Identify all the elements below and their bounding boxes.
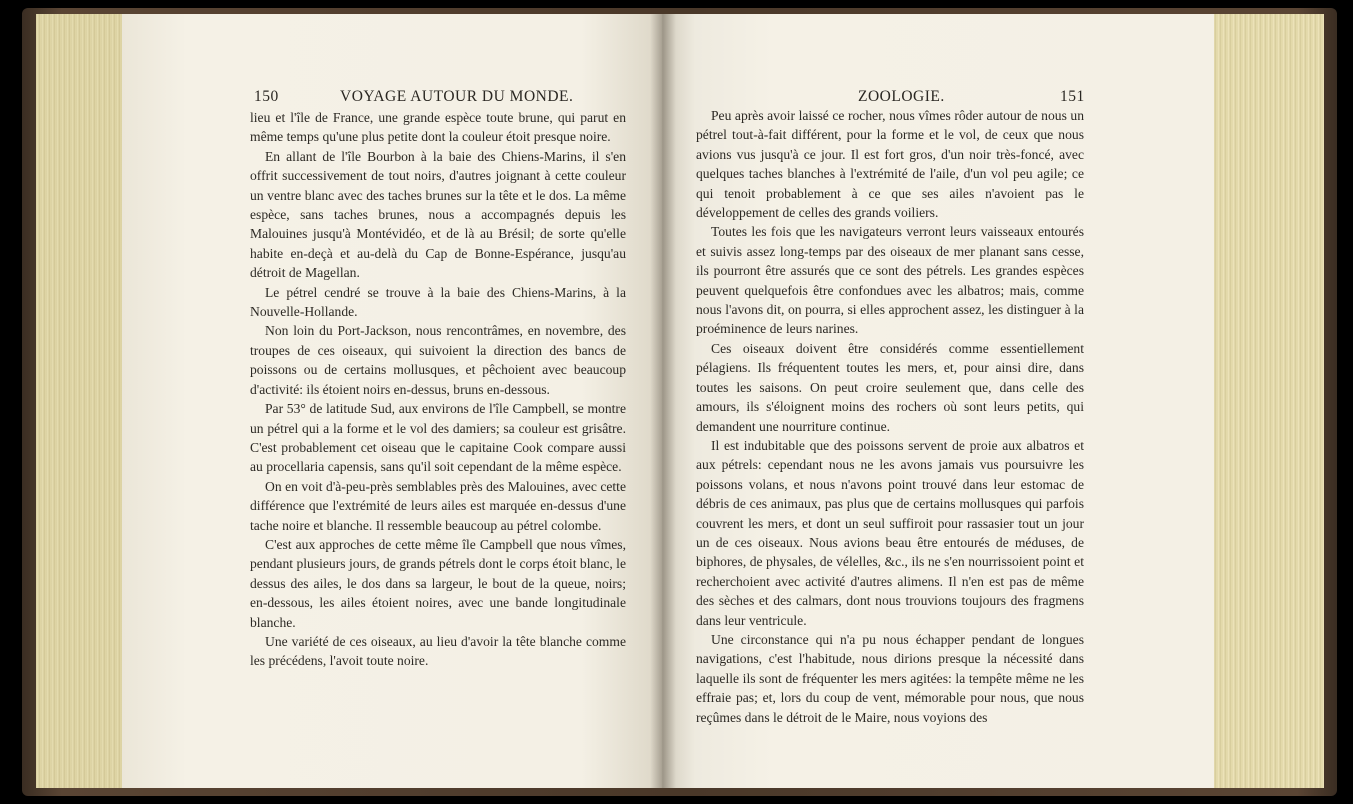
paragraph: Toutes les fois que les navigateurs verront leurs vaisseaux entourés et suivis assez long-temps par des oiseaux de mer planant sans cesse, ils pourront être assurés que ce sont des pétrels. Les grandes espèces peuvent quelquefois être confondues avec les albatros; mais, comme nous l'avons dit, on pourra, si elles approchent assez, les distinguer à la proéminence de leurs narines. [696,224,1084,337]
book-gutter [650,14,676,788]
paragraph: Par 53° de latitude Sud, aux environs de l'île Campbell, se montre un pétrel qui a la forme et le vol des damiers; sa couleur est grisâtre. C'est probablement cet oiseau que le capitaine Cook compare aussi au procellaria capensis, sans qu'il soit cependant de la même espèce. [250,401,626,475]
paragraph: Une circonstance qui n'a pu nous échapper pendant de longues navigations, c'est l'habitude, nous dirions presque la nécessité dans laquelle ils sont de fréquenter les mers agitées: la tempête même ne les effraie pas; et, lors du coup de vent, mémorable pour nous, que nous reçûmes dans le détroit de le Maire, nous voyions des [696,631,1084,725]
right-page-edges [1212,14,1324,788]
right-running-title: ZOOLOGIE. [858,88,945,105]
right-page-text [696,106,1084,727]
paragraph: Ces oiseaux doivent être considérés comme essentiellement pélagiens. Ils fréquentent toutes les mers, et, pour ainsi dire, dans toutes les saisons. On peut croire seulement que, dans celle des amours, ils s'éloignent moins des rochers où sont leurs petits, qui demandent une nourriture continue. [696,340,1084,434]
left-page-text [250,108,626,671]
paragraph: Le pétrel cendré se trouve à la baie des Chiens-Marins, à la Nouvelle-Hollande. [250,284,626,320]
paragraph: Il est indubitable que des poissons servent de proie aux albatros et aux pétrels: cependant nous ne les avons jamais vus poursuivre les poissons volans, et nous n'avons point trouvé dans leur estomac de débris de ces animaux, pas plus que de certains mollusques qui parfois couvrent les mers, et dont un seul suffiroit pour rassasier tout un jour un de ces oiseaux. Nous avions beau être entourés de méduses, de biphores, de physales, de vélelles, &c., ils ne s'en nourrissoient point et recherchoient avec activité d'autres alimens. Il n'en est pas de même des sèches et des calmars, dont nous trouvions toujours des fragmens dans leur ventricule. [696,437,1084,628]
left-running-title: VOYAGE AUTOUR DU MONDE. [340,88,574,105]
paragraph: Peu après avoir laissé ce rocher, nous vîmes rôder autour de nous un pétrel tout-à-fait différent, pour la forme et le vol, de ceux que nous avions vus jusqu'à ce jour. Il est fort gros, d'un noir très-foncé, avec quelques taches blanches à l'extrémité de l'aile, d'un vol peu agile; ce qui tenoit probablement à ce que ses ailes n'avoient pas le développement de celles des grands voiliers. [696,108,1084,221]
paragraph: lieu et l'île de France, une grande espèce toute brune, qui parut en même temps qu'une plus petite dont la couleur étoit presque noire. [250,110,626,145]
paragraph: En allant de l'île Bourbon à la baie des Chiens-Marins, il s'en offrit successivement de tout noirs, d'autres joignant à cette couleur un ventre blanc avec des taches brunes sur la tête et le dos. La même espèce, sans taches brunes, nous a accompagnés depuis les Malouines jusqu'à Montévidéo, et de là au Brésil; de sorte qu'elle habite en-deçà et au-delà du Cap de Bonne-Espérance, jusqu'au détroit de Magellan. [250,148,626,281]
left-page-number: 150 [254,88,279,105]
paragraph: Une variété de ces oiseaux, au lieu d'avoir la tête blanche comme les précédens, l'avoit toute noire. [250,633,626,669]
right-page-number: 151 [1060,88,1085,105]
paragraph: Non loin du Port-Jackson, nous rencontrâmes, en novembre, des troupes de ces oiseaux, qui suivoient la direction des bancs de poissons ou de certains mollusques, et pêchoient avec beaucoup d'activité: ils étoient noirs en-dessus, bruns en-dessous. [250,323,626,397]
paragraph: C'est aux approches de cette même île Campbell que nous vîmes, pendant plusieurs jours, de grands pétrels dont le corps étoit blanc, le dessus des ailes, le dos dans sa largeur, le bout de la queue, noirs; en-dessous, les ailes étoient noires, avec une bande longitudinale blanche. [250,536,626,630]
left-page-edges [36,14,128,788]
paragraph: On en voit d'à-peu-près semblables près des Malouines, avec cette différence que l'extrémité de leurs ailes est marquée en-dessus d'une tache noire et blanche. Il ressemble beaucoup au pétrel colombe. [250,478,626,533]
